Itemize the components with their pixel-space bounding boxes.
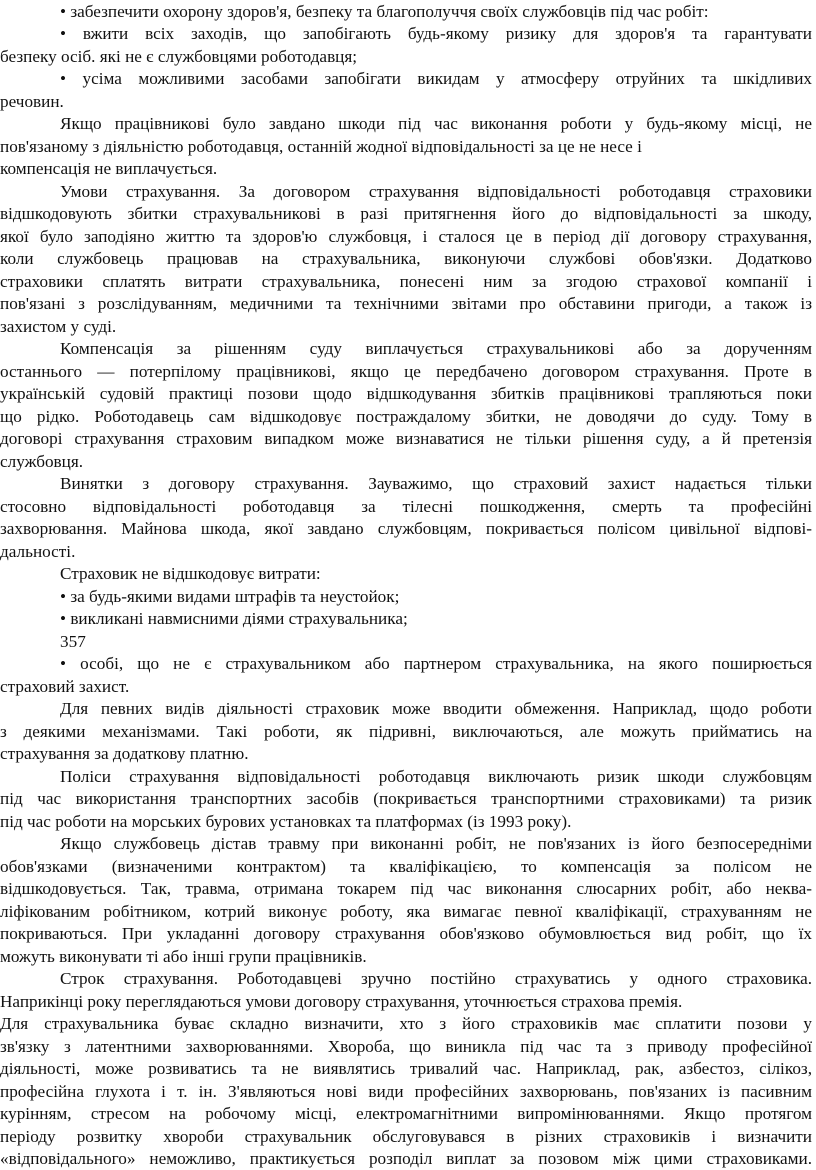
text-line: Наприкінці року переглядаються умови договору страхування, уточнюється страхова премія. [0, 992, 683, 1011]
text-line: договорі страхування страховим випадком може визнаватися не тільки рішення суду, а й претензія [0, 429, 812, 448]
text-line: відшкодовують збитки страхувальникові в разі притягнення його до відповідальності за шкоду, [0, 204, 812, 223]
text-line: Строк страхування. Роботодавцеві зручно постійно страхуватись у одного страховика. [60, 969, 812, 988]
text-line: ліфікованим робітником, котрий виконує роботу, яка вимагає певної кваліфікації, страхуванням не [0, 902, 812, 921]
text-line: • за будь-якими видами штрафів та неустойок; [60, 587, 400, 606]
text-line: Умови страхування. За договором страхування відповідальності роботодавця страховики [60, 182, 812, 201]
text-line: зв'язку з латентними захворюваннями. Хвороба, що виникла під час та з приводу професійної [0, 1037, 812, 1056]
text-line: якої було заподіяно життю та здоров'ю службовця, і сталося це в період дії договору страхування, [0, 227, 812, 246]
text-line: Якщо службовець дістав травму при виконанні робіт, не пов'язаних із його безпосередніми [60, 834, 812, 853]
text-line: Компенсація за рішенням суду виплачується страхувальникові або за дорученням [60, 339, 812, 358]
text-line: страховики сплатять витрати страхувальника, понесені ним за згодою страхової компанії і [0, 272, 812, 291]
text-line: • особі, що не є страхувальником або партнером страхувальника, на якого поширюється [60, 654, 812, 673]
text-line: з деякими механізмами. Такі роботи, як підривні, виключаються, але можуть прийматись на [0, 722, 812, 741]
text-line: що рідко. Роботодавець сам відшкодовує постраждалому збитки, не доводячи до суду. Тому в [0, 407, 812, 426]
text-line: • усіма можливими засобами запобігати викидам у атмосферу отруйних та шкідливих [60, 69, 812, 88]
text-line: • викликані навмисними діями страхувальника; [60, 609, 408, 628]
text-line: страховий захист. [0, 677, 130, 696]
text-line: пов'язаному з діяльністю роботодавця, останній жодної відповідальності за це не несе і [0, 137, 642, 156]
text-line: • забезпечити охорону здоров'я, безпеку та благополуччя своїх службовців під час робіт: [60, 2, 709, 21]
text-line: професійна глухота і т. ін. З'являються нові види професійних захворювань, пов'язаних із пасивним [0, 1082, 812, 1101]
text-line: діяльності, може розвиватись та не виявлятись тривалий час. Наприклад, рак, азбестоз, сілікоз, [0, 1059, 812, 1078]
text-line: безпеку осіб. які не є службовцями роботодавця; [0, 47, 358, 66]
text-line: останнього — потерпілому працівникові, якщо це передбачено договором страхування. Проте в [0, 362, 812, 381]
text-line: речовин. [0, 92, 64, 111]
text-line: стосовно відповідальності роботодавця за тілесні пошкодження, смерть та професійні [0, 497, 812, 516]
text-line: «відповідального» неможливо, практикується розподіл виплат за позовом між цими страховиками. [0, 1149, 812, 1168]
text-line: періоду розвитку хвороби страхувальник обслуговувався в різних страховиків і визначити [0, 1127, 812, 1146]
text-line: під час роботи на морських бурових установках та платформах (із 1993 року). [0, 812, 572, 831]
text-line: Поліси страхування відповідальності роботодавця виключають ризик шкоди службовцям [60, 767, 812, 786]
text-line: під час використання транспортних засобів (покривається транспортними страховиками) та ризик [0, 789, 812, 808]
text-line: службовця. [0, 452, 84, 471]
text-line: коли службовець працював на страхувальника, виконуючи службові обов'язки. Додатково [0, 249, 812, 268]
text-line: захворювання. Майнова шкода, якої завдано службовцям, покривається полісом цивільної відпові- [0, 519, 812, 538]
text-line: Страховик не відшкодовує витрати: [60, 564, 321, 583]
text-line: Якщо працівникові було завдано шкоди під час виконання роботи у будь-якому місці, не [60, 114, 812, 133]
text-line: страхування за додаткову платню. [0, 744, 249, 763]
text-line: Для певних видів діяльності страховик може вводити обмеження. Наприклад, щодо роботи [60, 699, 812, 718]
text-line: відшкодовується. Так, травма, отримана токарем під час виконання слюсарних робіт, або неква- [0, 879, 812, 898]
text-line: українській судовій практиці позови щодо відшкодування збитків працівникові трапляються поки [0, 384, 812, 403]
text-line: пов'язані з розслідуванням, медичними та технічними звітами про обставини пригоди, а також із [0, 294, 812, 313]
text-line: дальності. [0, 542, 76, 561]
text-line: можуть виконувати ті або інші групи працівників. [0, 947, 367, 966]
text-line: • вжити всіх заходів, що запобігають будь-якому ризику для здоров'я та гарантувати [60, 24, 812, 43]
text-line: компенсація не виплачується. [0, 159, 218, 178]
text-line: курінням, стресом на робочому місці, електромагнітними випромінюваннями. Якщо протягом [0, 1104, 812, 1123]
page-number: 357 [60, 632, 86, 651]
text-line: покриваються. При укладанні договору страхування обов'язково обумовлюється вид робіт, що їх [0, 924, 812, 943]
text-line: Для страхувальника буває складно визначити, хто з його страховиків має сплатити позови у [0, 1014, 812, 1033]
text-line: захистом у суді. [0, 317, 117, 336]
text-line: обов'язками (визначеними контрактом) та кваліфікацією, то компенсація за полісом не [0, 857, 812, 876]
text-line: Винятки з договору страхування. Зауважимо, що страховий захист надається тільки [60, 474, 812, 493]
